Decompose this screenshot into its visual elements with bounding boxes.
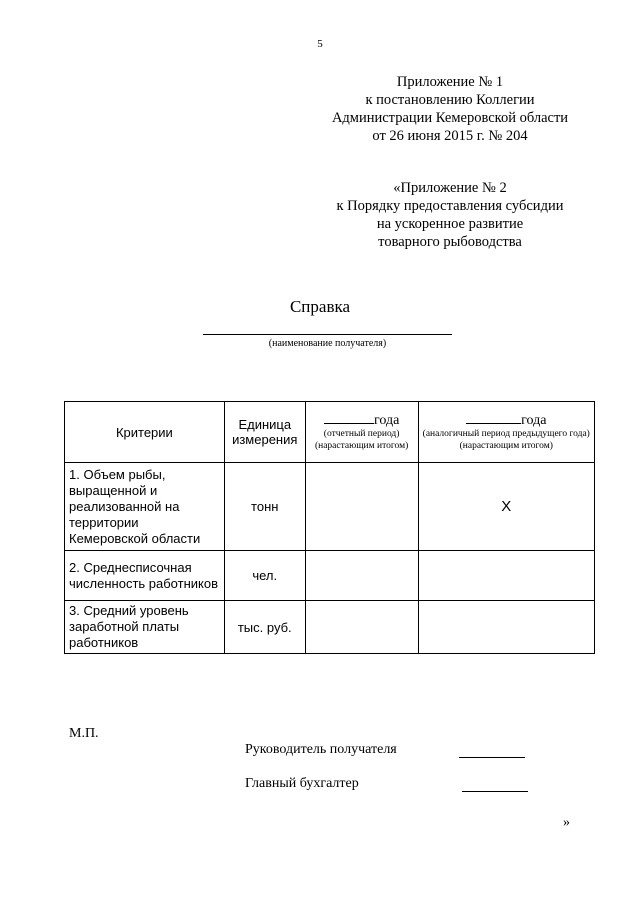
current-value-cell[interactable] (305, 463, 418, 551)
current-value-cell[interactable] (305, 601, 418, 654)
criteria-table (64, 401, 595, 654)
head-signature-label: Руководитель получателя (245, 742, 397, 757)
header-current-note-2: (нарастающим итогом) (314, 441, 409, 451)
accountant-signature-line[interactable] (462, 791, 528, 792)
current-value-cell[interactable] (305, 551, 418, 601)
appendix-2-line: на ускоренное развитие (376, 216, 524, 232)
unit-cell: чел. (224, 551, 305, 601)
criterion-cell: 2. Среднесписочная численность работников (65, 551, 225, 601)
appendix-2-header (300, 179, 600, 251)
table-header-row (65, 402, 595, 463)
header-unit: Единица измерения (224, 402, 305, 463)
unit-cell: тонн (224, 463, 305, 551)
criterion-cell: 1. Объем рыбы, выращенной и реализованной на территории Кемеровской области (65, 463, 225, 551)
criterion-cell: 3. Средний уровень заработной платы работников (65, 601, 225, 654)
previous-value-cell: Х (418, 463, 595, 551)
appendix-2-line: товарного рыбоводства (378, 234, 522, 250)
recipient-name-line (203, 334, 452, 335)
unit-cell: тыс. руб. (224, 601, 305, 654)
appendix-2-line: к Порядку предоставления субсидии (336, 198, 564, 214)
header-criteria: Критерии (65, 402, 225, 463)
recipient-hint: (наименование получателя) (268, 338, 387, 349)
previous-value-cell[interactable] (418, 601, 595, 654)
appendix-1-line: от 26 июня 2015 г. № 204 (372, 128, 528, 144)
table-row (65, 601, 595, 654)
header-previous-period (418, 402, 595, 463)
header-prev-year: года (521, 413, 547, 428)
year-blank (466, 412, 521, 424)
header-current-year: года (373, 413, 400, 428)
header-prev-note-1: (аналогичный период предыдущего года) (422, 429, 590, 439)
page-number: 5 (317, 38, 323, 50)
header-current-note-1: (отчетный период) (323, 429, 400, 439)
closing-quote: » (563, 815, 570, 830)
appendix-1-line: к постановлению Коллегии (365, 92, 535, 108)
table-row (65, 463, 595, 551)
appendix-1-header (300, 73, 600, 145)
head-signature-line[interactable] (459, 757, 525, 758)
header-current-period (305, 402, 418, 463)
appendix-2-line: «Приложение № 2 (393, 180, 507, 196)
stamp-label: М.П. (69, 726, 99, 741)
header-prev-note-2: (нарастающим итогом) (459, 441, 553, 451)
accountant-signature-label: Главный бухгалтер (245, 776, 359, 791)
year-blank (324, 412, 374, 424)
document-title: Справка (289, 297, 351, 316)
table-row (65, 551, 595, 601)
previous-value-cell[interactable] (418, 551, 595, 601)
appendix-1-line: Администрации Кемеровской области (331, 110, 569, 126)
appendix-1-line: Приложение № 1 (396, 74, 504, 90)
